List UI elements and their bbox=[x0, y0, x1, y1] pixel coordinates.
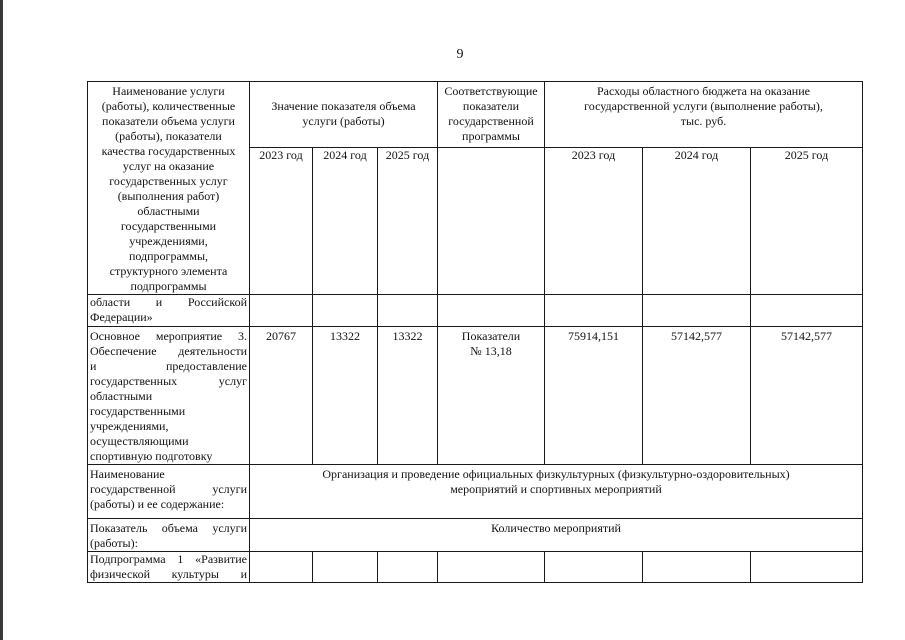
scan-left-edge bbox=[0, 0, 3, 640]
activity-name-line: Обеспечение деятельности bbox=[90, 344, 247, 358]
header-volume-value bbox=[250, 82, 438, 148]
header-expense-line: Расходы областного бюджета на оказание bbox=[597, 84, 810, 98]
header-name-line: (выполнения работ) bbox=[117, 189, 220, 203]
year-program-empty bbox=[438, 147, 545, 294]
page-number: 9 bbox=[456, 47, 464, 62]
activity-expense-2025: 57142,577 bbox=[751, 327, 863, 465]
header-row-top bbox=[88, 82, 863, 148]
header-name-line: Наименование услуги bbox=[112, 84, 225, 98]
header-program-indicators bbox=[438, 82, 545, 148]
activity-name-line: спортивную подготовку bbox=[90, 449, 213, 463]
service-description-line: Организация и проведение официальных физкультурных (физкультурно-оздоровительных) bbox=[322, 467, 790, 481]
table-row-activity bbox=[88, 327, 863, 465]
subprogram-name-line: Подпрограмма 1 «Развитие bbox=[90, 552, 247, 566]
activity-name-line: государственными bbox=[90, 404, 186, 418]
activity-program-line: № 13,18 bbox=[470, 344, 512, 358]
activity-program-line: Показатели bbox=[461, 329, 521, 343]
year-expense-2025: 2025 год bbox=[751, 147, 863, 294]
indicator-label-cell bbox=[88, 519, 250, 552]
service-label-line: государственной услуги bbox=[90, 482, 247, 496]
header-name-line: государственными bbox=[120, 219, 217, 233]
header-volume-line: услуги (работы) bbox=[302, 114, 385, 129]
empty-cell bbox=[438, 552, 545, 583]
header-name-line: учреждениями, bbox=[129, 234, 208, 248]
header-program-line: государственной bbox=[448, 114, 534, 128]
activity-name-line: государственных услуг bbox=[90, 374, 247, 388]
header-name-line: подпрограммы, bbox=[128, 249, 209, 263]
indicator-label-line: (работы): bbox=[90, 536, 138, 550]
region-name-line: области и Российской bbox=[90, 295, 247, 309]
header-expense-line: тыс. руб. bbox=[680, 114, 727, 128]
header-program-line: Соответствующие bbox=[444, 84, 538, 98]
empty-cell bbox=[751, 295, 863, 327]
header-name-line: областными bbox=[137, 204, 200, 218]
activity-volume-2025: 13322 bbox=[378, 327, 438, 465]
empty-cell bbox=[545, 552, 643, 583]
activity-volume-2024: 13322 bbox=[313, 327, 378, 465]
table-row-service bbox=[88, 465, 863, 519]
service-label-line: (работы) и ее содержание: bbox=[90, 497, 225, 511]
empty-cell bbox=[378, 552, 438, 583]
empty-cell bbox=[643, 295, 751, 327]
empty-cell bbox=[250, 295, 313, 327]
header-name-line: показатели объема услуги bbox=[102, 114, 235, 128]
service-label-line: Наименование bbox=[90, 467, 165, 481]
table-row-region bbox=[88, 295, 863, 327]
budget-table bbox=[87, 81, 863, 583]
table-row-subprogram bbox=[88, 552, 863, 583]
header-program-line: программы bbox=[462, 129, 520, 143]
activity-name-line: и предоставление bbox=[90, 359, 247, 373]
activity-program-indicators bbox=[438, 327, 545, 465]
indicator-value-cell: Количество мероприятий bbox=[250, 519, 863, 552]
activity-name-line: учреждениями, bbox=[90, 419, 169, 433]
header-name-line: структурного элемента bbox=[109, 264, 228, 278]
subprogram-name-line: физической культуры и bbox=[90, 567, 247, 581]
table-row-indicator bbox=[88, 519, 863, 552]
region-name-cell bbox=[88, 295, 250, 327]
header-name-line: услуг на оказание bbox=[122, 159, 215, 173]
activity-name-line: областными bbox=[90, 389, 153, 403]
empty-cell bbox=[545, 295, 643, 327]
header-expense-line: государственной услуги (выполнение работы), bbox=[584, 99, 823, 113]
year-volume-2024: 2024 год bbox=[313, 147, 378, 294]
header-name-line: государственных услуг bbox=[109, 174, 228, 188]
header-budget-expenses bbox=[545, 82, 863, 148]
empty-cell bbox=[643, 552, 751, 583]
header-name-line: качества государственных bbox=[101, 144, 236, 158]
empty-cell bbox=[378, 295, 438, 327]
activity-name-cell bbox=[88, 327, 250, 465]
subprogram-name-cell bbox=[88, 552, 250, 583]
service-description-line: мероприятий и спортивных мероприятий bbox=[450, 482, 662, 496]
header-name-line: (работы), показатели bbox=[115, 129, 222, 143]
indicator-label-line: Показатель объема услуги bbox=[90, 521, 247, 535]
empty-cell bbox=[313, 295, 378, 327]
activity-expense-2024: 57142,577 bbox=[643, 327, 751, 465]
header-name-line: (работы), количественные bbox=[101, 99, 236, 113]
header-volume-line: Значение показателя объема bbox=[271, 99, 416, 114]
empty-cell bbox=[313, 552, 378, 583]
year-volume-2025: 2025 год bbox=[378, 147, 438, 294]
year-expense-2024: 2024 год bbox=[643, 147, 751, 294]
activity-volume-2023: 20767 bbox=[250, 327, 313, 465]
header-name-line: подпрограммы bbox=[130, 279, 207, 293]
empty-cell bbox=[751, 552, 863, 583]
activity-expense-2023: 75914,151 bbox=[545, 327, 643, 465]
year-volume-2023: 2023 год bbox=[250, 147, 313, 294]
header-program-line: показатели bbox=[462, 99, 520, 113]
empty-cell bbox=[438, 295, 545, 327]
empty-cell bbox=[250, 552, 313, 583]
activity-name-line: осуществляющими bbox=[90, 434, 189, 448]
year-expense-2023: 2023 год bbox=[545, 147, 643, 294]
header-service-name bbox=[88, 82, 250, 295]
service-description-cell bbox=[250, 465, 863, 519]
service-label-cell bbox=[88, 465, 250, 519]
activity-name-line: Основное мероприятие 3. bbox=[90, 329, 247, 343]
region-name-line: Федерации» bbox=[90, 310, 153, 324]
